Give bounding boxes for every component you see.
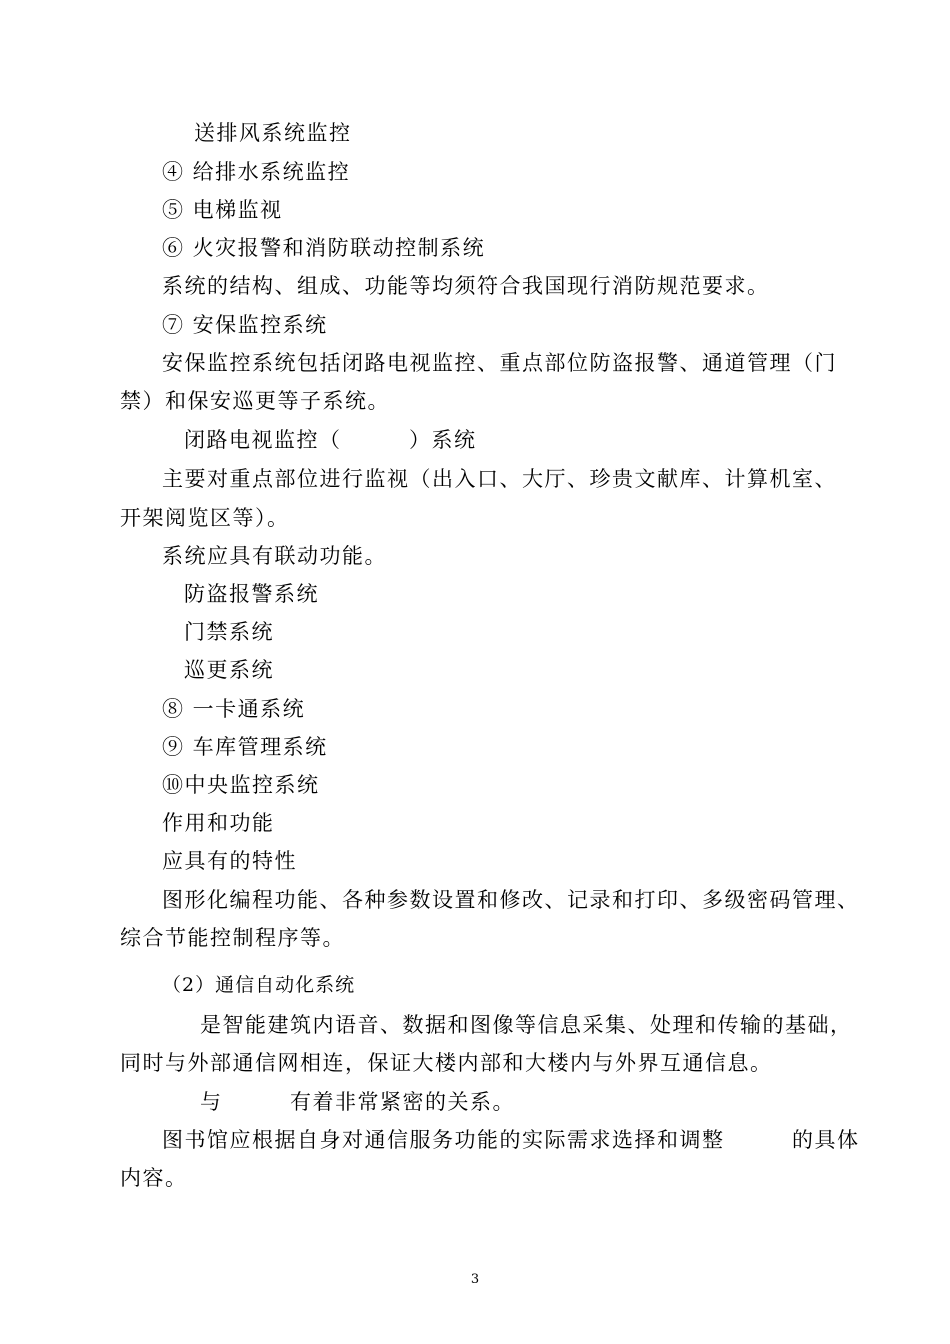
line-cctv-description: 主要对重点部位进行监视（出入口、大厅、珍贵文献库、计算机室、 [162,467,837,491]
line-fire-alarm-system: ⑥ 火灾报警和消防联动控制系统 [162,236,486,260]
line-library-requirements-cont: 内容。 [120,1166,188,1190]
line-ventilation-monitoring: 送排风系统监控 [194,121,352,145]
line-role-and-function: 作用和功能 [162,811,275,835]
line-burglar-alarm: 防盗报警系统 [184,582,319,606]
line-elevator-monitoring: ⑤ 电梯监视 [162,198,283,222]
line-access-control: 门禁系统 [184,620,274,644]
line-linkage-function: 系统应具有联动功能。 [162,544,387,568]
line-cctv-system: 闭路电视监控（ ）系统 [184,428,477,452]
line-garage-management: ⑨ 车库管理系统 [162,735,328,759]
line-security-description: 安保监控系统包括闭路电视监控、重点部位防盗报警、通道管理（门 [162,351,837,375]
line-communication-heading: （2）通信自动化系统 [162,974,356,996]
line-features-description-cont: 综合节能控制程序等。 [120,926,345,950]
line-library-requirements: 图书馆应根据自身对通信服务功能的实际需求选择和调整 的具体 [162,1128,860,1152]
line-water-supply-monitoring: ④ 给排水系统监控 [162,160,351,184]
line-communication-description: 是智能建筑内语音、数据和图像等信息采集、处理和传输的基础， [200,1013,853,1037]
line-security-description-cont: 禁）和保安巡更等子系统。 [120,389,390,413]
line-patrol-system: 巡更系统 [184,658,274,682]
line-features-description: 图形化编程功能、各种参数设置和修改、记录和打印、多级密码管理、 [162,888,860,912]
line-close-relationship: 与 有着非常紧密的关系。 [200,1090,515,1114]
line-security-monitoring: ⑦ 安保监控系统 [162,313,328,337]
line-central-monitoring: ⑩中央监控系统 [162,773,320,797]
line-cctv-description-cont: 开架阅览区等）。 [120,506,290,530]
line-smart-card-system: ⑧ 一卡通系统 [162,697,306,721]
line-fire-code-requirement: 系统的结构、组成、功能等均须符合我国现行消防规范要求。 [162,274,770,298]
line-communication-description-cont: 同时与外部通信网相连，保证大楼内部和大楼内与外界互通信息。 [120,1051,773,1075]
line-features: 应具有的特性 [162,849,297,873]
page-number: 3 [470,1272,480,1287]
